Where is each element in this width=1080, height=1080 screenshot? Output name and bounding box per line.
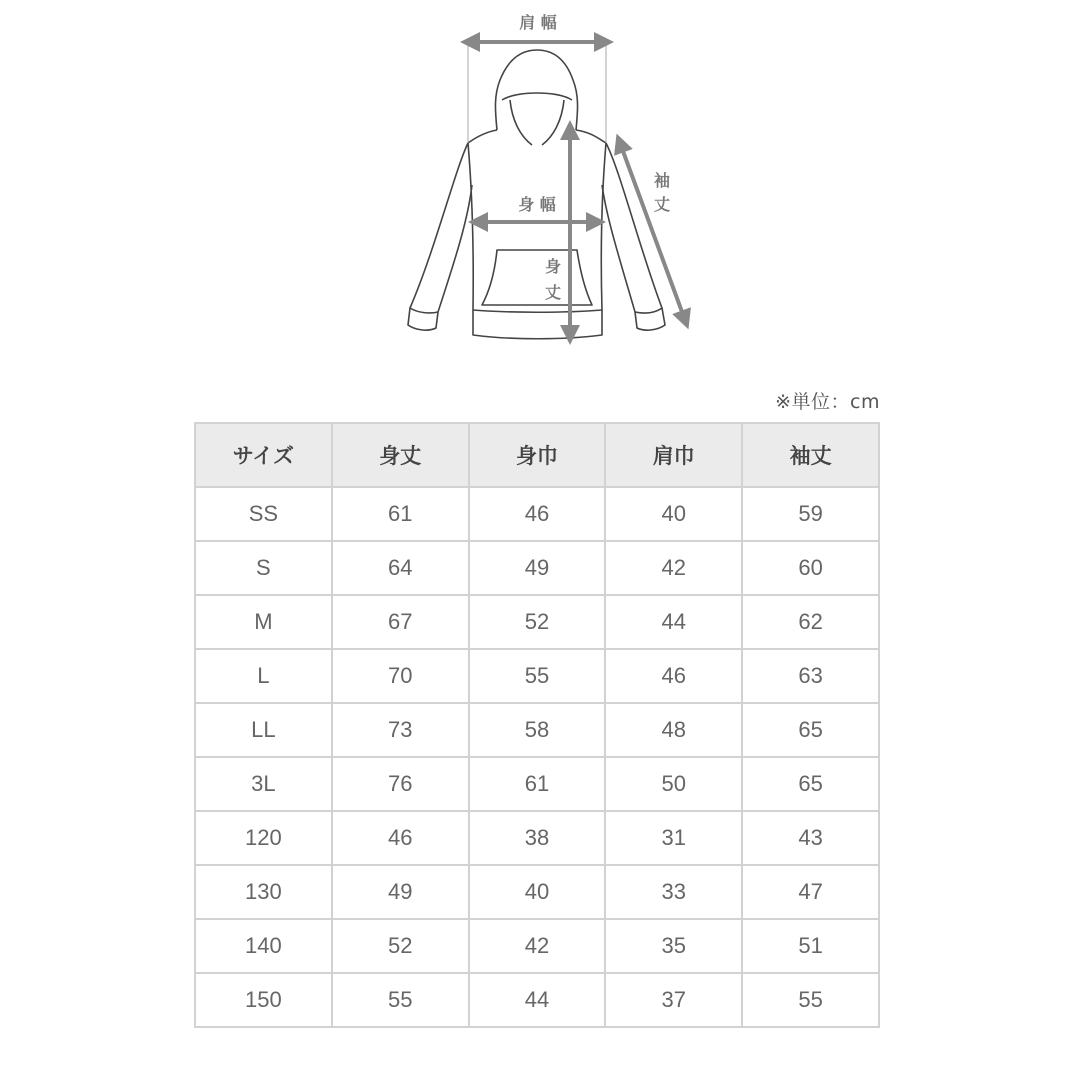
cell-body-width: 38 (469, 811, 606, 865)
cell-sleeve-length: 43 (742, 811, 879, 865)
table-row (195, 703, 879, 757)
cell-body-width: 40 (469, 865, 606, 919)
cell-body-width: 44 (469, 973, 606, 1027)
cell-size: S (195, 541, 332, 595)
cell-body-length: 73 (332, 703, 469, 757)
cell-size: 130 (195, 865, 332, 919)
cell-body-length: 61 (332, 487, 469, 541)
cell-sleeve-length: 60 (742, 541, 879, 595)
cell-sleeve-length: 65 (742, 703, 879, 757)
cell-size: 150 (195, 973, 332, 1027)
cell-body-length: 55 (332, 973, 469, 1027)
header-sleeve-length: 袖丈 (742, 423, 879, 487)
cell-size: 140 (195, 919, 332, 973)
table-row (195, 865, 879, 919)
table-row (195, 811, 879, 865)
cell-shoulder-width: 44 (605, 595, 742, 649)
hoodie-measurement-diagram (400, 0, 700, 350)
cell-size: 3L (195, 757, 332, 811)
cell-shoulder-width: 40 (605, 487, 742, 541)
cell-sleeve-length: 47 (742, 865, 879, 919)
table-row (195, 649, 879, 703)
cell-body-width: 58 (469, 703, 606, 757)
table-row (195, 973, 879, 1027)
cell-shoulder-width: 48 (605, 703, 742, 757)
cell-sleeve-length: 62 (742, 595, 879, 649)
header-body-length: 身丈 (332, 423, 469, 487)
cell-body-width: 55 (469, 649, 606, 703)
header-size: サイズ (195, 423, 332, 487)
table-header-row (195, 423, 879, 487)
cell-shoulder-width: 42 (605, 541, 742, 595)
cell-size: SS (195, 487, 332, 541)
cell-body-length: 52 (332, 919, 469, 973)
cell-body-length: 67 (332, 595, 469, 649)
cell-body-length: 64 (332, 541, 469, 595)
unit-note: ※単位：cm (775, 391, 880, 413)
table-row (195, 919, 879, 973)
cell-shoulder-width: 35 (605, 919, 742, 973)
body-length-label-2: 丈 (544, 283, 562, 302)
cell-shoulder-width: 31 (605, 811, 742, 865)
cell-size: L (195, 649, 332, 703)
table-row (195, 487, 879, 541)
cell-body-length: 70 (332, 649, 469, 703)
cell-sleeve-length: 59 (742, 487, 879, 541)
cell-size: LL (195, 703, 332, 757)
sleeve-length-label-2: 丈 (653, 195, 671, 214)
cell-sleeve-length: 55 (742, 973, 879, 1027)
cell-body-width: 46 (469, 487, 606, 541)
table-row (195, 541, 879, 595)
body-width-label: 身 幅 (518, 195, 556, 214)
cell-size: 120 (195, 811, 332, 865)
body-length-label-1: 身 (544, 257, 562, 276)
header-body-width: 身巾 (469, 423, 606, 487)
size-chart-table (194, 422, 880, 1028)
cell-sleeve-length: 63 (742, 649, 879, 703)
cell-body-length: 76 (332, 757, 469, 811)
cell-body-width: 52 (469, 595, 606, 649)
cell-body-length: 49 (332, 865, 469, 919)
cell-body-width: 49 (469, 541, 606, 595)
table-row (195, 757, 879, 811)
cell-sleeve-length: 65 (742, 757, 879, 811)
cell-shoulder-width: 50 (605, 757, 742, 811)
shoulder-width-label: 肩 幅 (519, 13, 557, 32)
header-shoulder-width: 肩巾 (605, 423, 742, 487)
cell-shoulder-width: 46 (605, 649, 742, 703)
table-row (195, 595, 879, 649)
cell-shoulder-width: 37 (605, 973, 742, 1027)
sleeve-length-label-1: 袖 (653, 171, 671, 190)
cell-body-width: 42 (469, 919, 606, 973)
cell-size: M (195, 595, 332, 649)
cell-sleeve-length: 51 (742, 919, 879, 973)
cell-body-width: 61 (469, 757, 606, 811)
cell-body-length: 46 (332, 811, 469, 865)
cell-shoulder-width: 33 (605, 865, 742, 919)
